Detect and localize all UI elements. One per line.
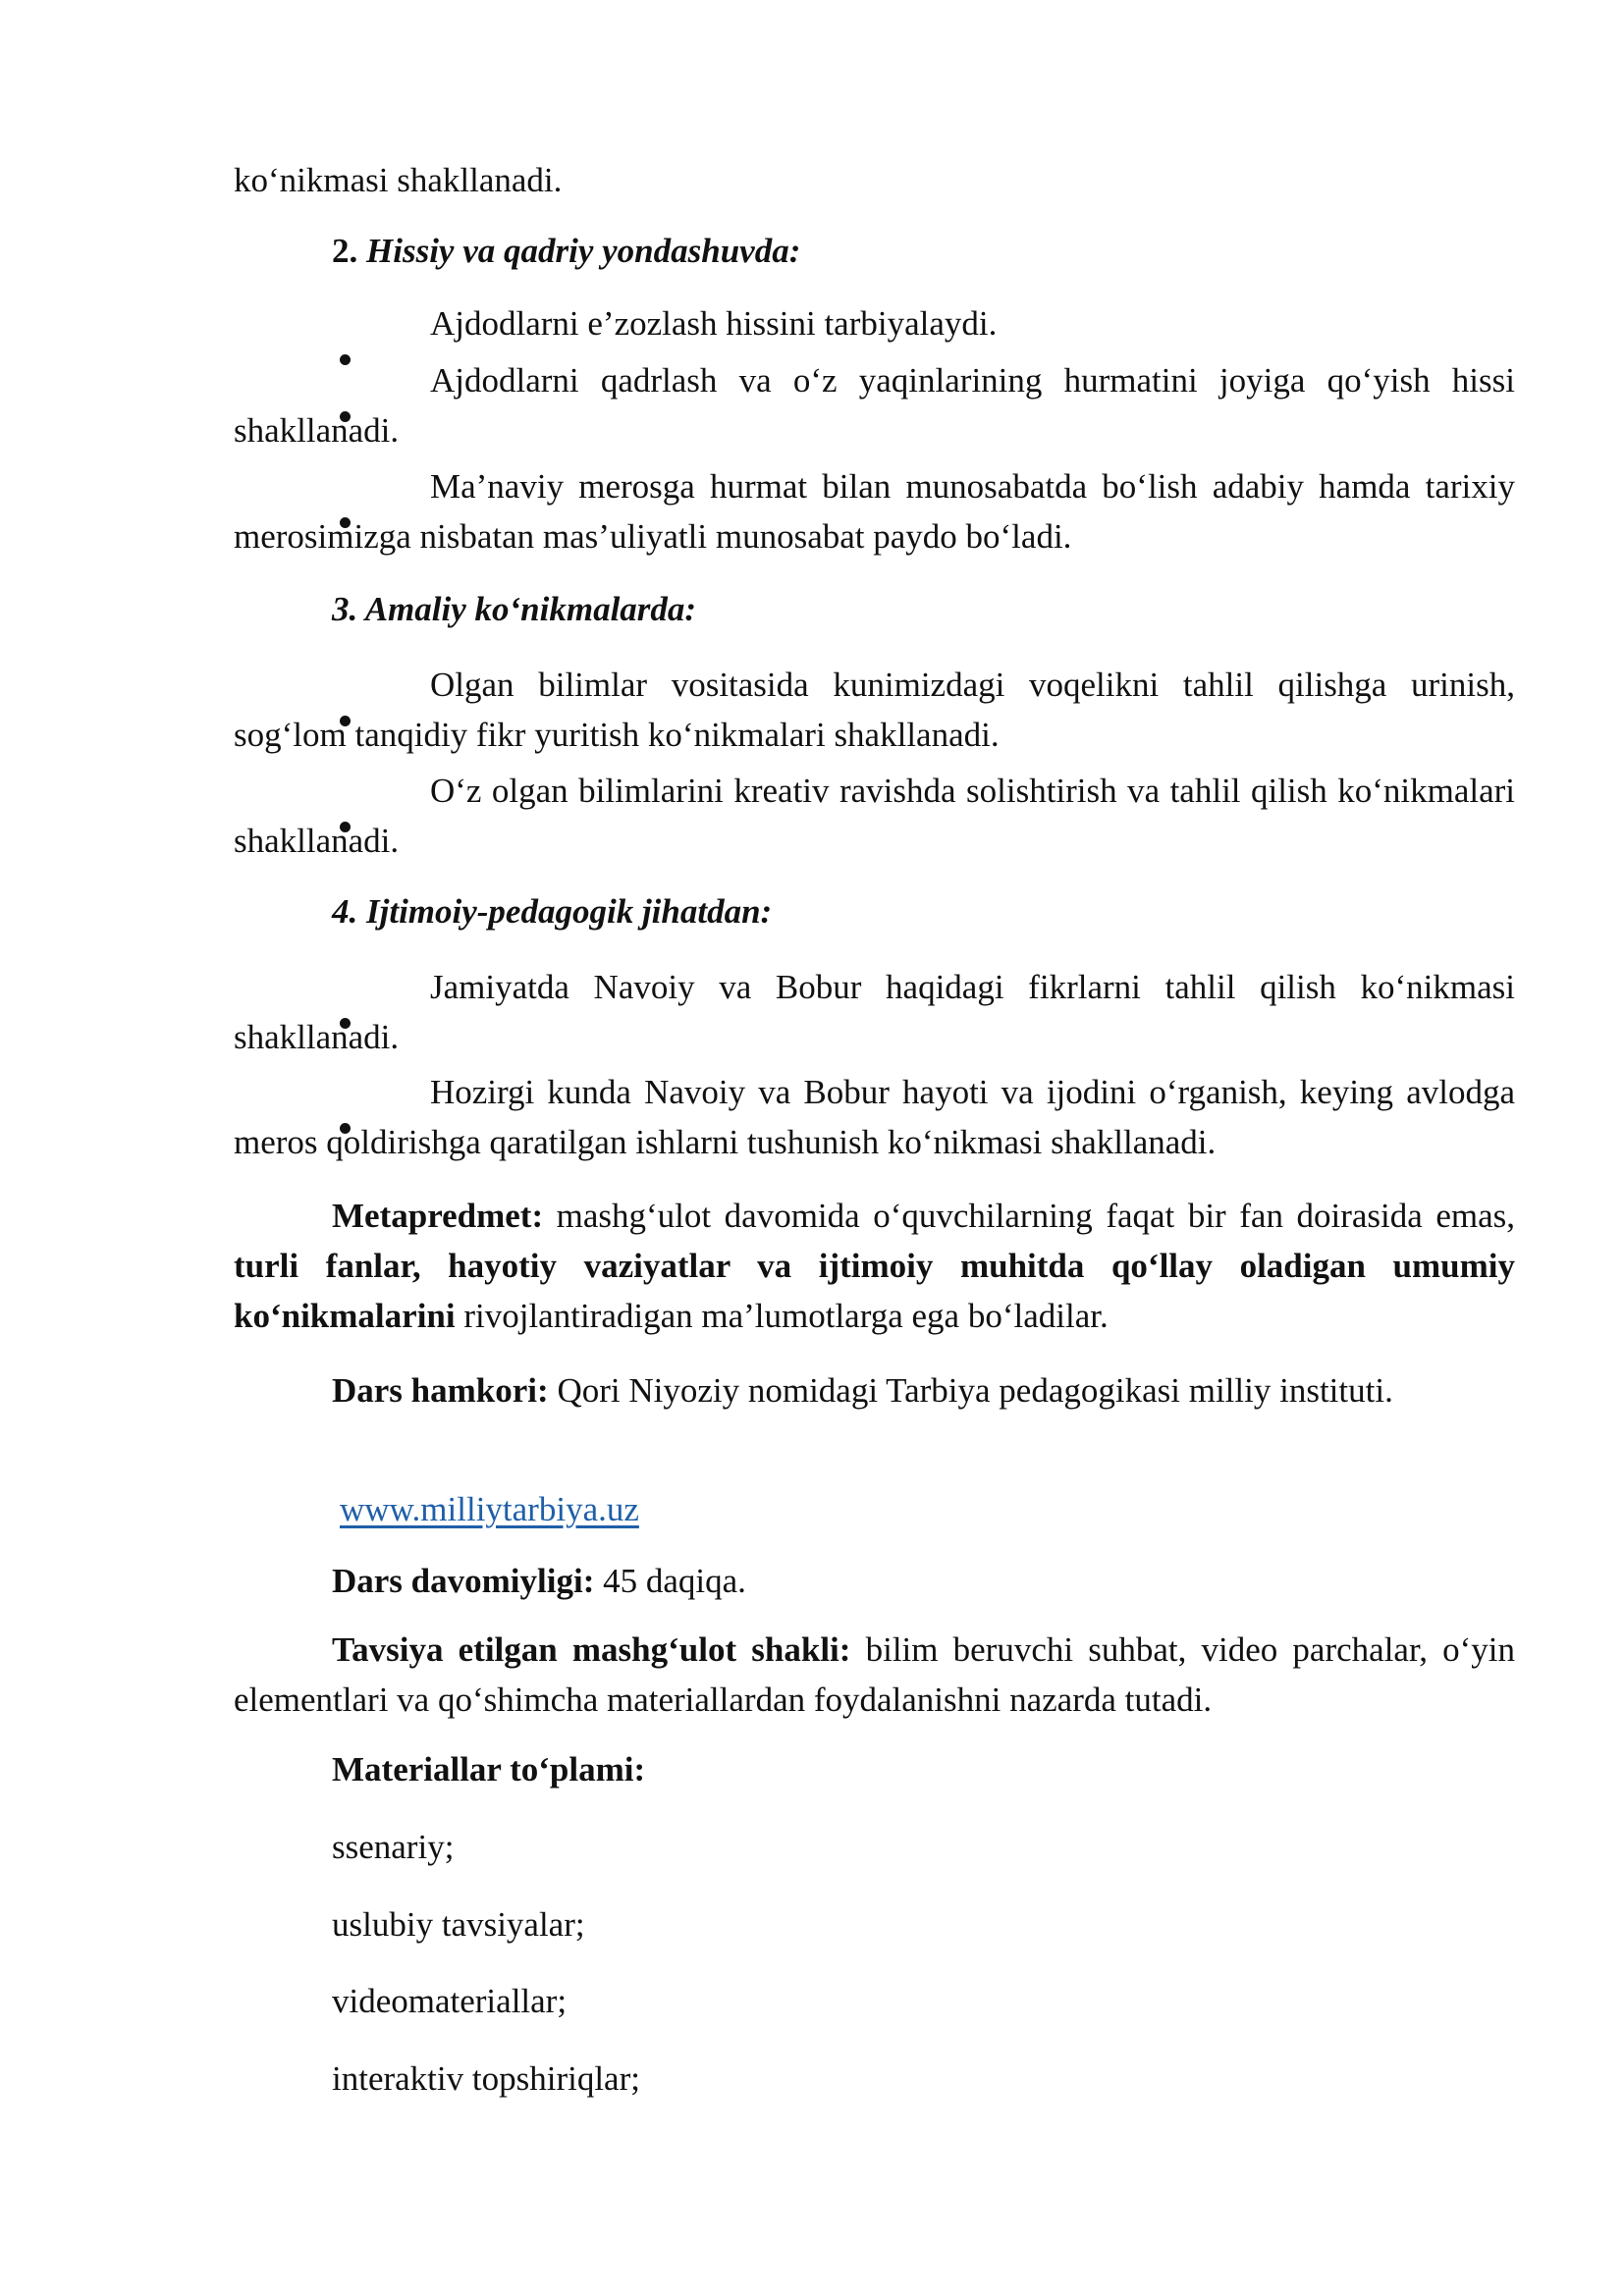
format-text: bilim beruvchi suhbat, video parchalar, o‘yin elementlari va qo‘shimcha materiallardan foydalanishni nazarda tutadi. (234, 1630, 1515, 1719)
list-item (234, 962, 1515, 1062)
metapredmet-paragraph (234, 1191, 1515, 1341)
list-item (234, 461, 1515, 561)
section-2-heading (332, 226, 800, 276)
list-item (234, 766, 1515, 866)
continuation-text: ko‘nikmasi shakllanadi. (234, 161, 563, 199)
partner-website-link[interactable]: www.milliytarbiya.uz (340, 1490, 639, 1528)
duration-text: 45 daqiqa. (594, 1562, 746, 1600)
section-4-heading (332, 886, 772, 936)
section-2-title: Hissiy va qadriy yondashuvda: (357, 232, 801, 270)
section-3-heading (332, 584, 696, 634)
list-item-text: Ajdodlarni qadrlash va o‘z yaqinlarining hurmatini joyiga qo‘yish hissi shakllanadi. (234, 361, 1515, 450)
list-item (234, 1067, 1515, 1167)
list-item-text: Hozirgi kunda Navoiy va Bobur hayoti va ijodini o‘rganish, keying avlodga meros qoldirishga qaratilgan ishlarni tushunish ko‘nikmasi shakllanadi. (234, 1073, 1515, 1161)
partner-text: Qori Niyoziy nomidagi Tarbiya pedagogikasi milliy instituti. (548, 1371, 1393, 1410)
list-item-text: Ma’naviy merosga hurmat bilan munosabatda bo‘lish adabiy hamda tarixiy merosimizga nisbatan mas’uliyatli munosabat paydo bo‘ladi. (234, 467, 1515, 556)
list-item-text: Ajdodlarni e’zozlash hissini tarbiyalaydi. (430, 304, 998, 343)
list-item (234, 355, 1515, 455)
metapredmet-text-1: mashg‘ulot davomida o‘quvchilarning faqat bir fan doirasida emas, (543, 1197, 1515, 1235)
materials-heading: Materiallar to‘plami: (332, 1750, 646, 1789)
format-label: Tavsiya etilgan mashg‘ulot shakli: (332, 1630, 851, 1669)
partner-label: Dars hamkori: (332, 1371, 549, 1410)
metapredmet-bold-text: turli fanlar, hayotiy vaziyatlar va ijtimoiy muhitda qo‘llay oladigan umumiy ko‘nikmalarini (234, 1247, 1515, 1335)
duration-paragraph (234, 1556, 1515, 1606)
list-item: videomateriallar; (332, 1982, 568, 2020)
list-item (234, 660, 1515, 760)
list-item-text: O‘z olgan bilimlarini kreativ ravishda solishtirish va tahlil qilish ko‘nikmalari shakllanadi. (234, 772, 1515, 860)
list-item-text: Jamiyatda Navoiy va Bobur haqidagi fikrlarni tahlil qilish ko‘nikmasi shakllanadi. (234, 968, 1515, 1056)
section-2-number: 2. (332, 232, 358, 270)
format-paragraph (234, 1625, 1515, 1725)
list-item: interaktiv topshiriqlar; (332, 2059, 640, 2098)
duration-label: Dars davomiyligi: (332, 1562, 595, 1600)
section-4-title: 4. Ijtimoiy-pedagogik jihatdan: (332, 892, 773, 931)
partner-paragraph (234, 1365, 1515, 1415)
list-item-text: Olgan bilimlar vositasida kunimizdagi voqelikni tahlil qilishga urinish, sog‘lom tanqidiy fikr yuritish ko‘nikmalari shakllanadi. (234, 666, 1515, 754)
list-item: ssenariy; (332, 1828, 455, 1866)
metapredmet-text-2: rivojlantiradigan ma’lumotlarga ega bo‘ladilar. (455, 1297, 1109, 1335)
list-item: uslubiy tavsiyalar; (332, 1905, 585, 1944)
section-3-title: 3. Amaliy ko‘nikmalarda: (332, 590, 697, 628)
partner-website-line (340, 1484, 1420, 1534)
list-item (234, 298, 1515, 348)
metapredmet-label: Metapredmet: (332, 1197, 544, 1235)
